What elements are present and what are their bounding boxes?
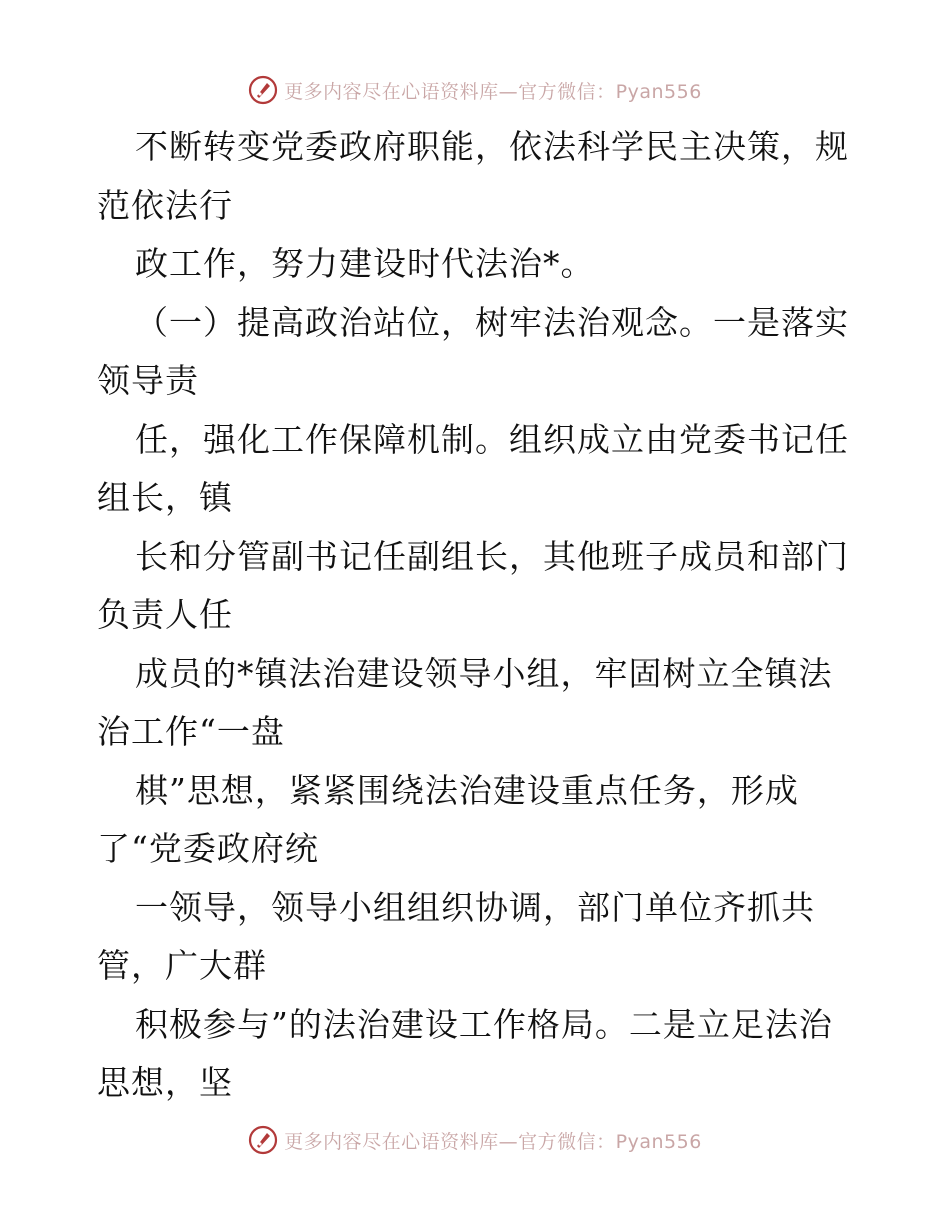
pen-nib-logo-icon: [248, 75, 278, 105]
footer-watermark: [0, 1120, 950, 1160]
body-line: 管，广大群: [97, 946, 267, 985]
body-line: 不断转变党委政府职能，依法科学民主决策，规: [135, 127, 849, 166]
body-line: 一领导，领导小组组织协调，部门单位齐抓共: [135, 887, 815, 927]
body-line: （一）提高政治站位，树牢法治观念。一是落实: [135, 302, 849, 342]
pen-nib-logo-icon: [248, 1125, 278, 1155]
body-line: 了“党委政府统: [97, 829, 319, 868]
body-line: 政工作，努力建设时代法治*。: [135, 244, 595, 283]
body-line: 棋”思想，紧紧围绕法治建设重点任务，形成: [135, 770, 799, 810]
body-line: 领导责: [97, 361, 199, 400]
body-line: 思想，坚: [97, 1063, 233, 1102]
body-line: 任，强化工作保障机制。组织成立由党委书记任: [135, 419, 849, 459]
watermark-text: 更多内容尽在心语资料库—官方微信：Pyan556: [284, 80, 702, 103]
body-line: 组长，镇: [97, 478, 233, 517]
header-watermark: [0, 70, 950, 110]
watermark-text: 更多内容尽在心语资料库—官方微信：Pyan556: [284, 1130, 702, 1153]
body-line: 负责人任: [97, 595, 233, 634]
body-line: 成员的*镇法治建设领导小组，牢固树立全镇法: [135, 653, 833, 693]
body-line: 长和分管副书记任副组长，其他班子成员和部门: [135, 536, 849, 576]
body-line: 积极参与”的法治建设工作格局。二是立足法治: [135, 1004, 833, 1044]
document-body: [97, 118, 857, 1113]
body-line: 范依法行: [97, 185, 233, 225]
body-line: 治工作“一盘: [97, 712, 285, 751]
